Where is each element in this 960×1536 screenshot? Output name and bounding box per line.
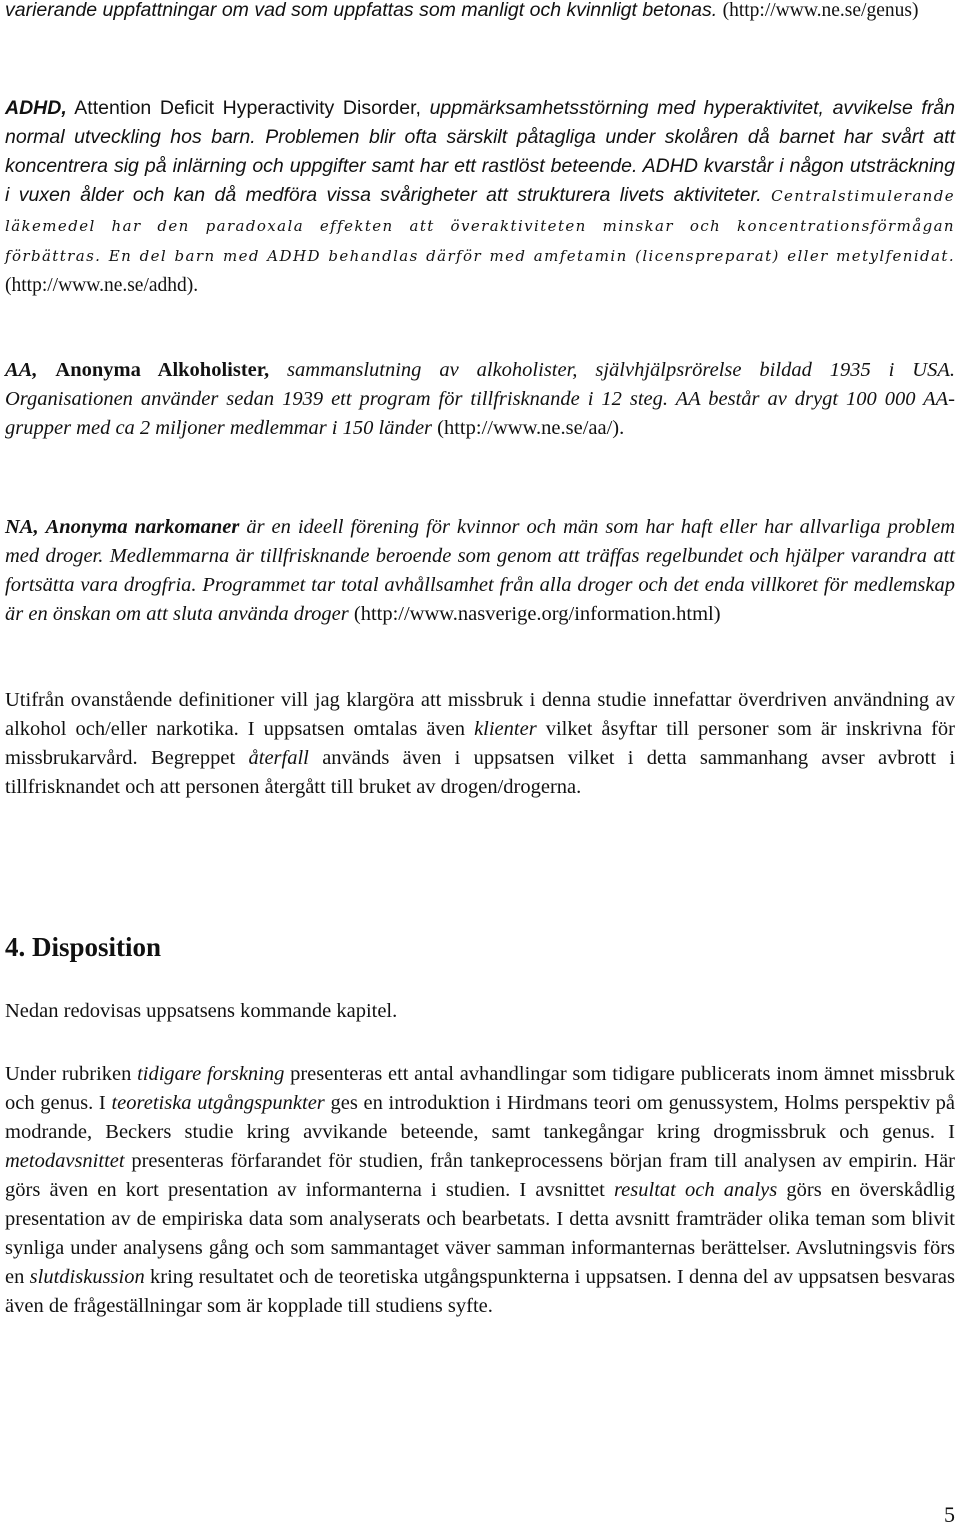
genus-url: (http://www.ne.se/genus) xyxy=(722,0,919,21)
term-teoretiska-utgangspunkter: teoretiska utgångspunkter xyxy=(111,1092,325,1114)
disposition-text-5: görs en överskådlig presentation av de empiriska data som analyserats och bearbetats. I detta avsnitt framträder olika teman som blivit synliga under analysens gång och som sammantaget väver samman informanternas berättelser. Avslutningsvis förs en xyxy=(5,1179,956,1288)
na-url: (http://www.nasverige.org/information.html) xyxy=(353,603,721,625)
page-number: 5 xyxy=(944,1502,955,1527)
aa-url: (http://www.ne.se/aa/). xyxy=(437,417,625,439)
aa-definition xyxy=(5,356,955,443)
aa-definition-text: sammanslutning av alkoholister, självhjälpsrörelse bildad 1935 i USA. Organisationen använder sedan 1939 ett program för tillfrisknande i 12 steg. AA består av drygt 100 000 AA-grupper med ca 2 miljoner medlemmar i 150 länder xyxy=(5,359,956,439)
term-metodavsnittet: metodavsnittet xyxy=(5,1150,125,1172)
missbruk-clarification xyxy=(5,686,955,802)
disposition-text-1: Under rubriken xyxy=(5,1063,132,1085)
na-definition xyxy=(5,513,955,629)
na-abbr: NA, xyxy=(5,516,39,538)
disposition-text-4: presenteras förfarandet för studien, från tankeprocessens början fram till analysen av empirin. Här görs även en kort presentation av informanterna i studien. I avsnittet xyxy=(5,1150,956,1201)
adhd-title: Attention Deficit Hyperactivity Disorder, xyxy=(74,97,421,119)
section-intro: Nedan redovisas uppsatsens kommande kapitel. xyxy=(5,1000,398,1022)
genus-definition-tail xyxy=(5,0,955,25)
term-tidigare-forskning: tidigare forskning xyxy=(137,1063,285,1085)
aa-name: Anonyma Alkoholister, xyxy=(55,359,270,381)
term-resultat-och-analys: resultat och analys xyxy=(613,1179,778,1201)
disposition-body xyxy=(5,1060,955,1321)
adhd-term: ADHD, xyxy=(5,97,67,119)
adhd-definition-text: uppmärksamhetsstörning med hyperaktivitet, avvikelse från normal utveckling hos barn. Problemen blir ofta särskilt påtagliga under skolåren då barnet har svårt att koncentrera sig på inlärning och uppgifter samt har ett rastlöst beteende. ADHD kvarstår i någon utsträckning i vuxen ålder och kan då medföra vissa svårigheter att strukturera livets aktiviteter. xyxy=(5,97,956,206)
clarification-part3: används även i uppsatsen vilket i detta sammanhang avser avbrott i tillfrisknandet och att personen återgått till bruket av drogen/drogerna. xyxy=(5,747,956,798)
term-slutdiskussion: slutdiskussion xyxy=(29,1266,145,1288)
disposition-text-2: presenteras ett antal avhandlingar som tidigare publicerats inom ämnet missbruk och genus. I xyxy=(5,1063,955,1114)
aa-abbr: AA, xyxy=(5,359,38,381)
adhd-url: (http://www.ne.se/adhd). xyxy=(5,275,199,296)
adhd-definition xyxy=(5,94,955,300)
term-aterfall: återfall xyxy=(248,747,309,769)
genus-tail-text: varierande uppfattningar om vad som uppfattas som manligt och kvinnligt betonas. xyxy=(5,0,718,21)
na-definition-text: är en ideell förening för kvinnor och män som har haft eller har allvarliga problem med droger. Medlemmarna är tillfrisknande beroende som genom att träffas regelbundet och hjälper varandra att fortsätta vara drogfria. Programmet tar total avhållsamhet från alla droger och det enda villkoret för medlemskap är en önskan om att sluta använda droger xyxy=(5,516,956,625)
disposition-text-6: kring resultatet och de teoretiska utgångspunkterna i uppsatsen. I denna del av uppsatsen besvaras även de frågeställningar som är kopplade till studiens syfte. xyxy=(5,1266,956,1317)
clarification-part1: Utifrån ovanstående definitioner vill jag klargöra att missbruk i denna studie innefattar överdriven användning av alkohol och/eller narkotika. I uppsatsen omtalas även xyxy=(5,689,955,740)
section-heading: 4. Disposition xyxy=(5,932,162,962)
clarification-part2: vilket åsyftar till personer som är inskrivna för missbrukarvård. Begreppet xyxy=(5,718,956,769)
disposition-text-3: ges en introduktion i Hirdmans teori om genussystem, Holms perspektiv på modrande, Beckers studie kring avvikande beteende, samt tankegångar kring drogmissbruk och genus. I xyxy=(5,1092,956,1143)
term-klienter: klienter xyxy=(474,718,537,740)
na-name: Anonyma narkomaner xyxy=(45,516,240,538)
adhd-treatment-text: Centralstimulerande läkemedel har den paradoxala effekten att överaktiviteten minskar och koncentrationsförmågan förbättras. En del barn med ADHD behandlas därför med amfetamin (licenspreparat) eller metylfenidat. xyxy=(5,187,955,265)
